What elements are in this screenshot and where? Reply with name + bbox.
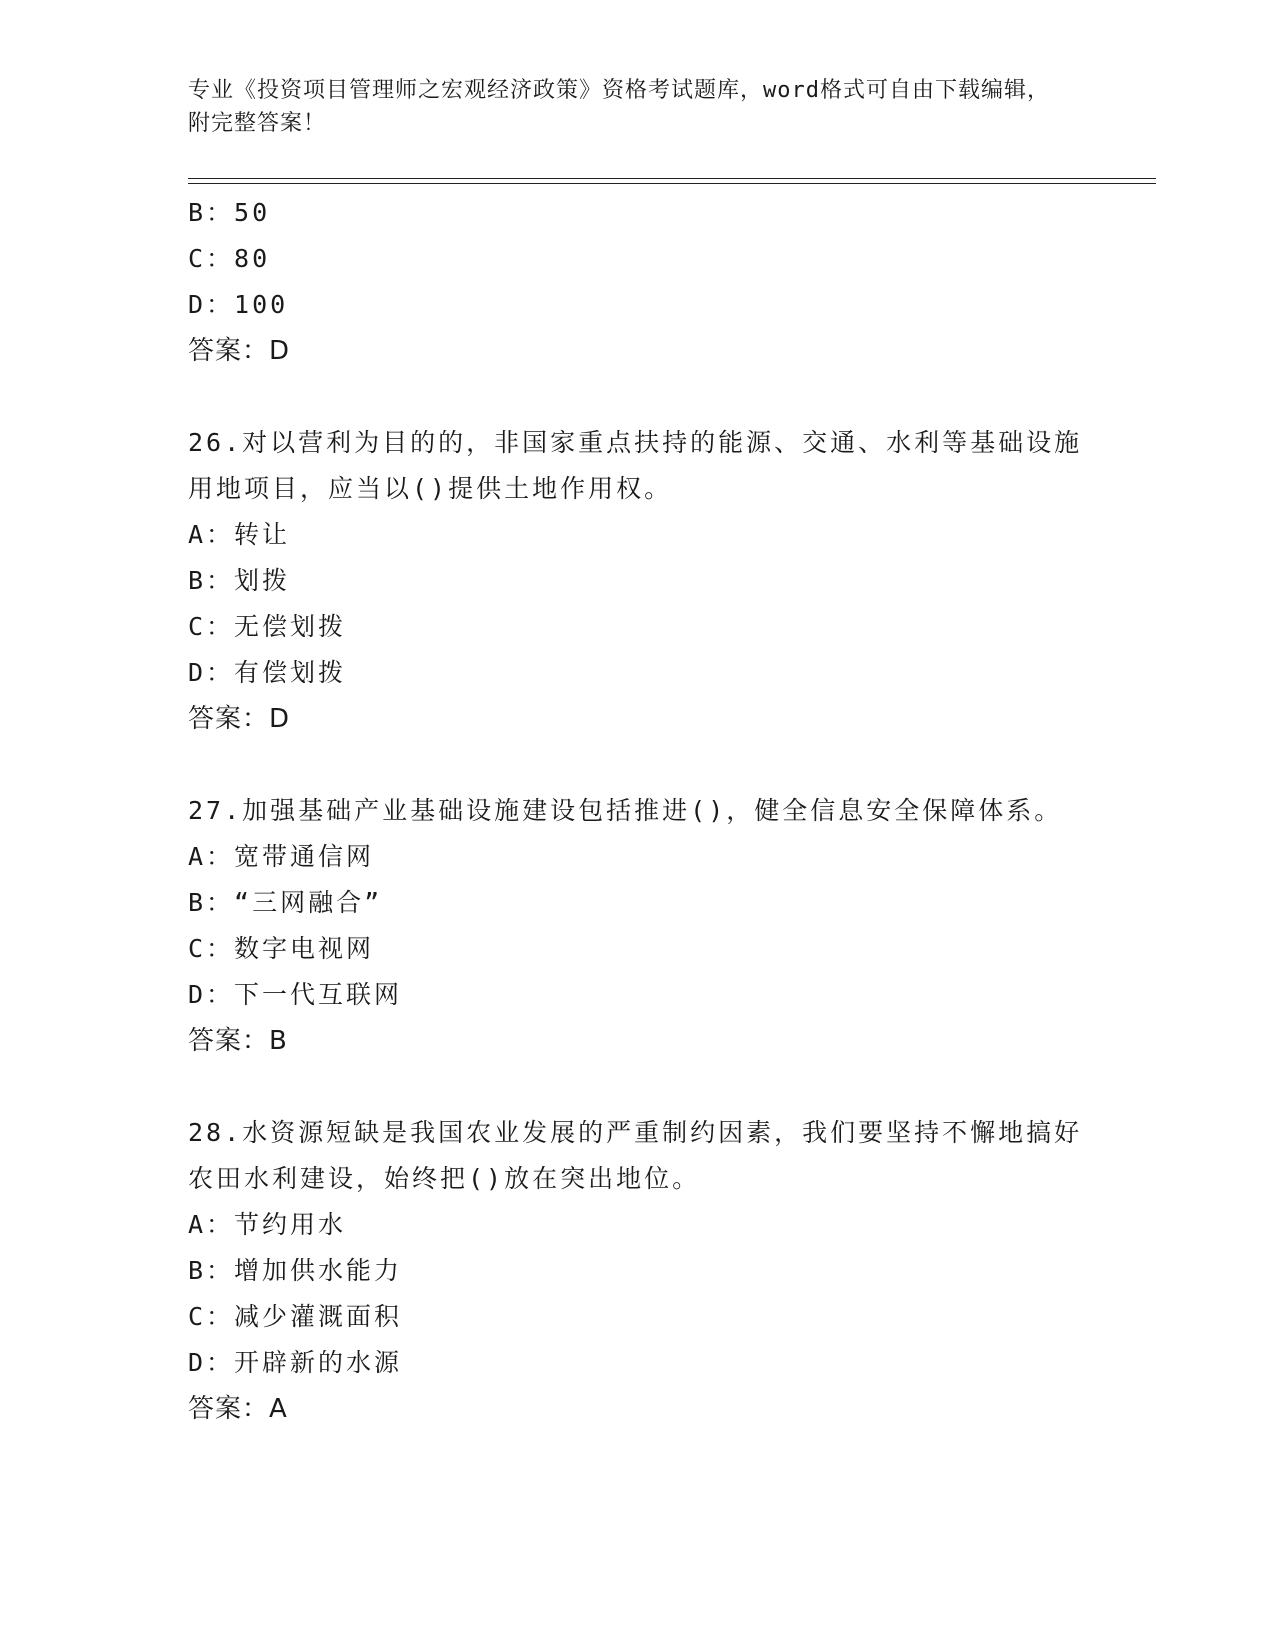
option-c: C：减少灌溉面积 — [188, 1302, 403, 1331]
option-c: C：数字电视网 — [188, 934, 375, 963]
page-header: 专业《投资项目管理师之宏观经济政策》资格考试题库，word格式可自由下载编辑，附完整答案！ — [188, 78, 1050, 136]
question-27 — [188, 788, 1088, 1064]
question-stem: 27.加强基础产业基础设施建设包括推进()，健全信息安全保障体系。 — [188, 796, 1063, 825]
option-d: D：下一代互联网 — [188, 980, 403, 1009]
option-b: B：“三网融合” — [188, 888, 383, 917]
option-b: B：50 — [188, 198, 271, 227]
option-c: C：80 — [188, 244, 271, 273]
option-a: A：转让 — [188, 520, 291, 549]
question-stem: 28.水资源短缺是我国农业发展的严重制约因素，我们要坚持不懈地搞好农田水利建设，始终把()放在突出地位。 — [188, 1118, 1083, 1193]
option-c: C：无偿划拨 — [188, 612, 347, 641]
question-25-continued — [188, 190, 1088, 374]
option-b: B：增加供水能力 — [188, 1256, 403, 1285]
option-d: D：有偿划拨 — [188, 658, 347, 687]
question-stem: 26.对以营利为目的的，非国家重点扶持的能源、交通、水利等基础设施用地项目，应当以()提供土地作用权。 — [188, 428, 1083, 503]
answer-line: 答案：A — [188, 1394, 288, 1424]
header-rule-top — [188, 178, 1156, 179]
question-list — [188, 190, 1088, 1432]
answer-line: 答案：D — [188, 704, 291, 734]
question-26 — [188, 420, 1088, 742]
option-a: A：宽带通信网 — [188, 842, 375, 871]
option-d: D：开辟新的水源 — [188, 1348, 403, 1377]
option-a: A：节约用水 — [188, 1210, 347, 1239]
answer-line: 答案：B — [188, 1026, 288, 1056]
question-28 — [188, 1110, 1088, 1432]
header-rule-bottom — [188, 183, 1156, 184]
answer-line: 答案：D — [188, 336, 291, 366]
option-d: D：100 — [188, 290, 289, 319]
option-b: B：划拨 — [188, 566, 291, 595]
